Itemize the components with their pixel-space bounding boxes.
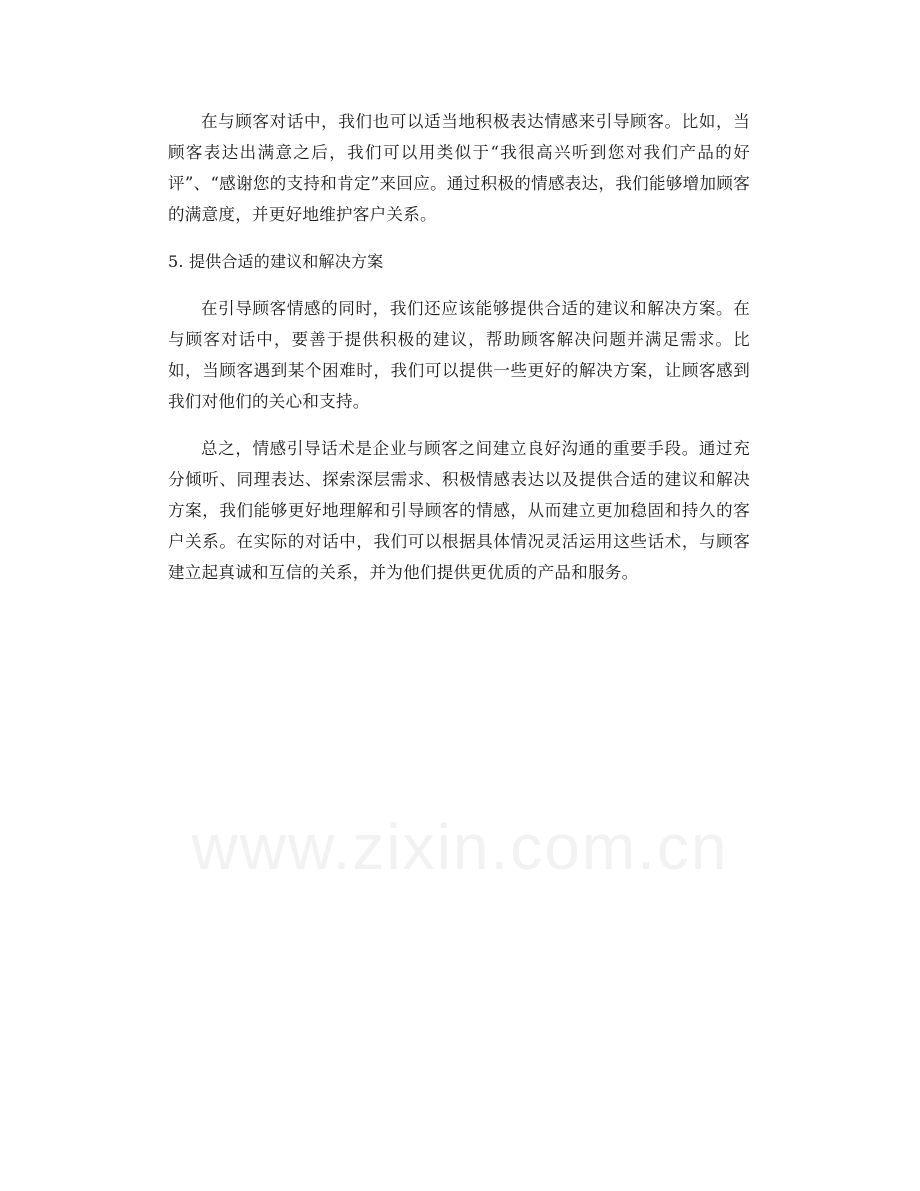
document-body bbox=[168, 106, 750, 588]
paragraph-emotional-expression: 在与顾客对话中，我们也可以适当地积极表达情感来引导顾客。比如，当顾客表达出满意之后，我们可以用类似于“我很高兴听到您对我们产品的好评”、“感谢您的支持和肯定”来回应。通过积极的情感表达，我们能够增加顾客的满意度，并更好地维护客户关系。 bbox=[168, 112, 750, 224]
section-heading: 5. 提供合适的建议和解决方案 bbox=[168, 252, 384, 271]
paragraph-suggestions: 在引导顾客情感的同时，我们还应该能够提供合适的建议和解决方案。在与顾客对话中，要善于提供积极的建议，帮助顾客解决问题并满足需求。比如，当顾客遇到某个困难时，我们可以提供一些更好的解决方案，让顾客感到我们对他们的关心和支持。 bbox=[168, 299, 750, 411]
watermark: www.zixin.com.cn bbox=[191, 811, 729, 883]
paragraph-conclusion: 总之，情感引导话术是企业与顾客之间建立良好沟通的重要手段。通过充分倾听、同理表达、探索深层需求、积极情感表达以及提供合适的建议和解决方案，我们能够更好地理解和引导顾客的情感，从而建立更加稳固和持久的客户关系。在实际的对话中，我们可以根据具体情况灵活运用这些话术，与顾客建立起真诚和互信的关系，并为他们提供更优质的产品和服务。 bbox=[168, 439, 750, 582]
